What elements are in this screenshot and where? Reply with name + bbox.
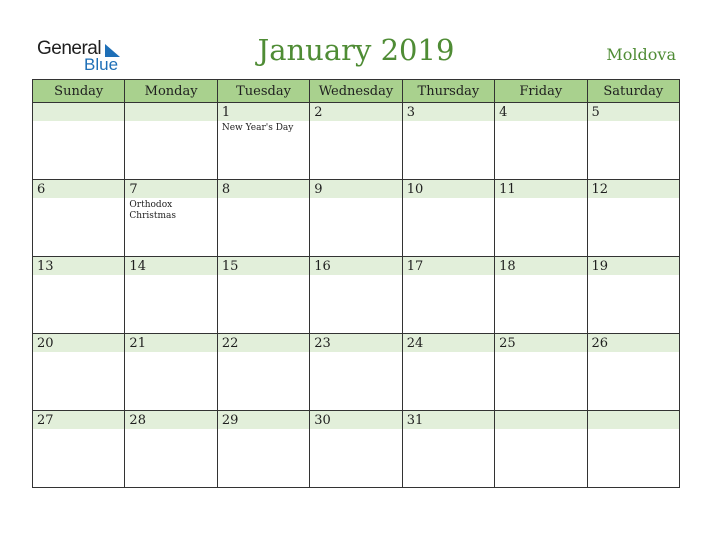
day-number: 29 [218, 411, 309, 429]
day-number: 18 [495, 257, 586, 275]
day-cell [310, 103, 402, 180]
day-cell [33, 257, 125, 334]
day-cell [587, 257, 679, 334]
day-cell [310, 257, 402, 334]
generalblue-logo [37, 38, 127, 74]
weekday-friday: Friday [495, 80, 587, 103]
weekday-monday: Monday [125, 80, 217, 103]
day-cell [587, 334, 679, 411]
day-number [125, 103, 216, 121]
day-number: 11 [495, 180, 586, 198]
day-cell [33, 180, 125, 257]
day-cell [495, 180, 587, 257]
day-cell [125, 103, 217, 180]
day-cell [495, 103, 587, 180]
day-number: 9 [310, 180, 401, 198]
day-number: 12 [588, 180, 679, 198]
day-cell [217, 334, 309, 411]
day-number: 10 [403, 180, 494, 198]
week-row [33, 334, 680, 411]
weekday-wednesday: Wednesday [310, 80, 402, 103]
week-row [33, 257, 680, 334]
day-cell [587, 103, 679, 180]
day-number: 15 [218, 257, 309, 275]
weekday-saturday: Saturday [587, 80, 679, 103]
day-cell [495, 411, 587, 488]
day-cell [125, 257, 217, 334]
day-cell [310, 334, 402, 411]
holiday-label: Orthodox Christmas [129, 200, 177, 221]
week-row [33, 180, 680, 257]
day-cell [217, 257, 309, 334]
day-cell [402, 334, 494, 411]
logo-word-general: General [37, 38, 102, 59]
calendar-title: January 2019 [257, 33, 455, 67]
day-number: 26 [588, 334, 679, 352]
day-number: 20 [33, 334, 124, 352]
day-number: 28 [125, 411, 216, 429]
day-cell [125, 411, 217, 488]
day-cell [217, 103, 309, 180]
day-number: 1 [218, 103, 309, 121]
day-number: 30 [310, 411, 401, 429]
weekday-tuesday: Tuesday [217, 80, 309, 103]
day-number: 6 [33, 180, 124, 198]
holiday-label: New Year's Day [221, 123, 294, 133]
day-number: 17 [403, 257, 494, 275]
calendar-body [33, 103, 680, 488]
calendar-grid [32, 79, 680, 488]
day-number: 7 [125, 180, 216, 198]
day-cell [495, 334, 587, 411]
day-number: 24 [403, 334, 494, 352]
day-cell [33, 103, 125, 180]
day-number: 2 [310, 103, 401, 121]
day-cell [310, 411, 402, 488]
day-cell [125, 180, 217, 257]
day-number [33, 103, 124, 121]
day-cell [217, 411, 309, 488]
day-number: 21 [125, 334, 216, 352]
day-cell [495, 257, 587, 334]
day-cell [310, 180, 402, 257]
logo-word-blue: Blue [84, 55, 119, 74]
weekday-header-row [33, 80, 680, 103]
day-number: 19 [588, 257, 679, 275]
day-number: 4 [495, 103, 586, 121]
day-cell [587, 411, 679, 488]
day-number: 31 [403, 411, 494, 429]
day-cell [33, 334, 125, 411]
day-cell [402, 103, 494, 180]
day-number: 25 [495, 334, 586, 352]
day-cell [402, 411, 494, 488]
day-number: 14 [125, 257, 216, 275]
weekday-thursday: Thursday [402, 80, 494, 103]
day-cell [217, 180, 309, 257]
week-row [33, 103, 680, 180]
week-row [33, 411, 680, 488]
day-number: 22 [218, 334, 309, 352]
day-number: 13 [33, 257, 124, 275]
day-number: 23 [310, 334, 401, 352]
day-number: 8 [218, 180, 309, 198]
day-number [495, 411, 586, 429]
day-number: 27 [33, 411, 124, 429]
weekday-sunday: Sunday [33, 80, 125, 103]
day-cell [587, 180, 679, 257]
day-cell [33, 411, 125, 488]
country-label: Moldova [606, 45, 676, 64]
day-cell [402, 257, 494, 334]
day-number: 3 [403, 103, 494, 121]
day-cell [125, 334, 217, 411]
day-number: 5 [588, 103, 679, 121]
day-number [588, 411, 679, 429]
day-cell [402, 180, 494, 257]
day-number: 16 [310, 257, 401, 275]
